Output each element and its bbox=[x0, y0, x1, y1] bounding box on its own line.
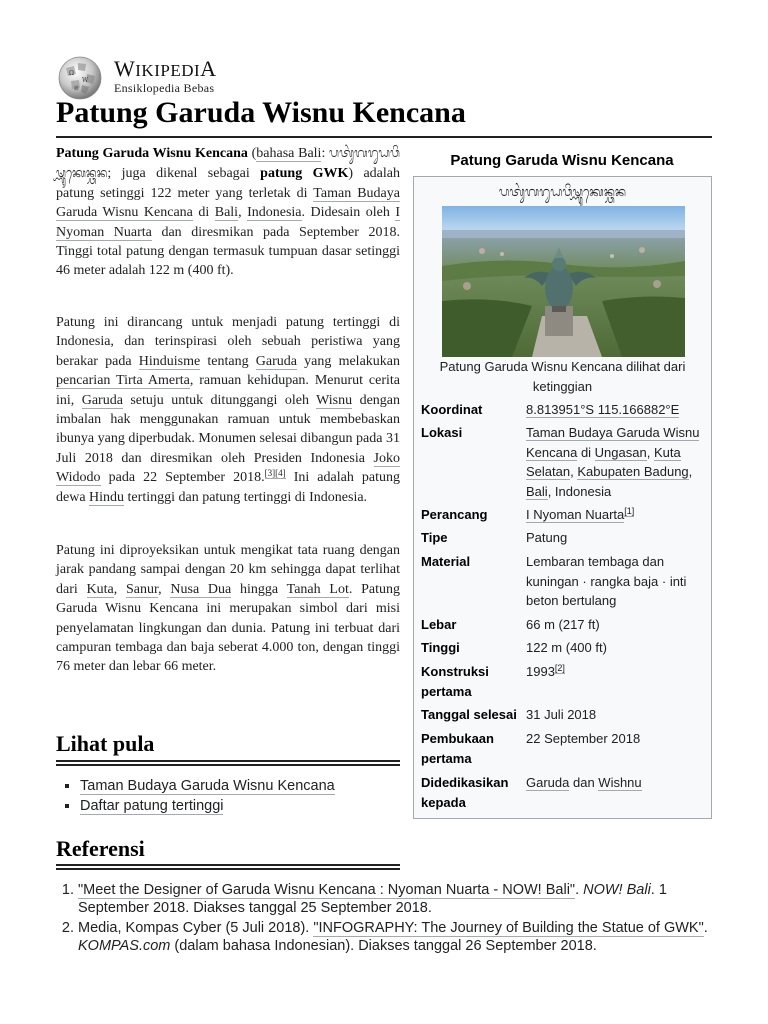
infobox-value: 122 m (400 ft) bbox=[526, 640, 607, 655]
infobox-value bbox=[526, 505, 706, 525]
infobox-label: Koordinat bbox=[421, 402, 483, 417]
ref-3-link[interactable]: [3] bbox=[264, 467, 276, 478]
infobox-label: Tanggal selesai bbox=[421, 707, 517, 722]
infobox-balinese-name: ᬧᬢᬸᬂᬕᬭᬸᬟᬯᬶᬱ᭄ᬡᬸᬓᬾᬦ᭄ᬘᬦ bbox=[498, 185, 627, 200]
link-tirta-amerta[interactable]: pencarian Tirta Amerta bbox=[56, 373, 190, 389]
history-paragraph: Patung ini dirancang untuk menjadi patung tertinggi di Indonesia, dan terinspirasi oleh sebuah peristiwa yang berakar pada Hinduisme tentang Garuda yang melakukan pencarian Tirta Amerta, ramuan kehidupan. Menurut cerita ini, Garuda setuju untuk ditunggangi oleh Wisnu dengan imbalan hak menggunakan ramuan untuk membebaskan ibunya yang diperbudak. Monumen selesai dibangun pada 31 Juli 2018 dan diresmikan oleh Presiden Indonesia Joko Widodo pada 22 September 2018.[3][4] Ini adalah patung dewa Hindu tertinggi dan patung tertinggi di Indonesia. bbox=[56, 315, 401, 505]
link-indonesia[interactable]: Indonesia bbox=[247, 205, 302, 221]
infobox-image-caption: Patung Garuda Wisnu Kencana dilihat dari ketinggian bbox=[439, 359, 686, 394]
link-bahasa-bali[interactable]: bahasa Bali bbox=[256, 146, 322, 161]
infobox-value: 22 September 2018 bbox=[526, 731, 641, 746]
references-list bbox=[56, 881, 716, 957]
see-also-link-taman-budaya[interactable]: Taman Budaya Garuda Wisnu Kencana bbox=[80, 778, 335, 794]
link-joko-widodo[interactable]: Joko Widodo bbox=[56, 450, 400, 486]
title-divider bbox=[56, 136, 712, 138]
ref-2-link[interactable]: [2] bbox=[554, 662, 565, 673]
designer-link[interactable]: I Nyoman Nuarta bbox=[526, 507, 625, 522]
link-taman-budaya[interactable]: Taman Budaya Garuda Wisnu Kencana bbox=[56, 185, 400, 221]
infobox-label: Material bbox=[421, 554, 471, 569]
reference-item: 1. "Meet the Designer of Garuda Wisnu Kencana : Nyoman Nuarta - NOW! Bali". NOW! Bali. 1 September 2018. Diakses tanggal 25 September 2018. bbox=[78, 881, 716, 917]
ref-4-link[interactable]: [4] bbox=[275, 467, 286, 478]
infobox-title: Patung Garuda Wisnu Kencana bbox=[450, 152, 674, 169]
link-hindu[interactable]: Hindu bbox=[89, 489, 125, 505]
infobox-value: Patung bbox=[526, 530, 568, 545]
visibility-paragraph: Patung ini diproyeksikan untuk mengikat tata ruang dengan jarak pandang sampai dengan 20 km sehingga dapat terlihat dari Kuta, Sanur, Nusa Dua hingga Tanah Lot. Patung Garuda Wisnu Kencana ini merupakan simbol dari misi penyelamatan lingkungan dan dunia. Patung ini terbuat dari campuran tembaga dan baja seberat 4.000 ton, dengan tinggi 76 meter dan lebar 66 meter. bbox=[56, 543, 400, 675]
wikipedia-globe-icon bbox=[56, 54, 104, 100]
reference-link-2[interactable]: "INFOGRAPHY: The Journey of Building the Statue of GWK" bbox=[313, 920, 704, 936]
references-divider bbox=[56, 864, 400, 870]
infobox-value: 31 Juli 2018 bbox=[526, 707, 597, 722]
location-link-ungasan[interactable]: Ungasan bbox=[594, 444, 647, 460]
statue-aerial-photo[interactable] bbox=[442, 206, 685, 357]
link-nusa-dua[interactable]: Nusa Dua bbox=[170, 581, 232, 597]
infobox-value bbox=[526, 400, 706, 420]
link-garuda-2[interactable]: Garuda bbox=[81, 392, 123, 408]
infobox-label: Lebar bbox=[421, 617, 457, 632]
infobox-label: Didedikasikan kepada bbox=[421, 775, 509, 810]
intro-paragraph: Patung Garuda Wisnu Kencana (bahasa Bali: ᬧᬢᬸᬂᬕᬭᬸᬟᬯᬶᬱ᭄ᬡᬸᬓᬾᬦ᭄ᬘᬦ; juga dikenal sebagai patung GWK) adalah patung setinggi 122 meter yang terletak di Taman Budaya Garuda Wisnu Kencana di Bali, Indonesia. Didesain oleh I Nyoman Nuarta dan diresmikan pada September 2018. Tinggi total patung dengan termasuk tumpuan dasar setinggi 46 meter adalah 122 m (400 ft). bbox=[56, 145, 400, 279]
infobox-value: Lembaran tembaga dan kuningan · rangka baja · inti beton bertulang bbox=[526, 554, 687, 608]
svg-text:W: W bbox=[82, 77, 89, 84]
infobox bbox=[413, 176, 712, 819]
location-link-badung[interactable]: Kabupaten Badung bbox=[577, 464, 689, 479]
see-also-list bbox=[56, 776, 335, 816]
infobox-label: Tinggi bbox=[421, 640, 460, 655]
wikipedia-wordmark: WIKIPEDIA bbox=[114, 56, 217, 81]
location-link-taman[interactable]: Taman Budaya Garuda Wisnu Kencana bbox=[526, 425, 700, 460]
infobox-label: Pembukaan pertama bbox=[421, 731, 494, 766]
list-item bbox=[80, 796, 335, 816]
see-also-divider bbox=[56, 760, 400, 766]
link-tanah-lot[interactable]: Tanah Lot bbox=[286, 581, 349, 597]
see-also-heading: Lihat pula bbox=[56, 731, 155, 756]
infobox-label: Perancang bbox=[421, 507, 488, 522]
reference-link-1[interactable]: "Meet the Designer of Garuda Wisnu Kencana : Nyoman Nuarta - NOW! Bali" bbox=[78, 882, 576, 898]
location-link-bali[interactable]: Bali bbox=[526, 483, 548, 499]
link-wisnu[interactable]: Wisnu bbox=[316, 392, 353, 408]
svg-text:維: 維 bbox=[74, 86, 80, 92]
link-hinduisme[interactable]: Hinduisme bbox=[138, 353, 201, 369]
link-bali[interactable]: Bali bbox=[214, 205, 239, 221]
infobox-label: Tipe bbox=[421, 530, 448, 545]
location-link-kuta-selatan[interactable]: Kuta Selatan bbox=[526, 444, 681, 479]
dedication-link-wishnu[interactable]: Wishnu bbox=[598, 775, 642, 790]
infobox-value: 66 m (217 ft) bbox=[526, 617, 600, 632]
wikipedia-logo[interactable] bbox=[56, 54, 256, 100]
link-nyoman-nuarta[interactable]: I Nyoman Nuarta bbox=[56, 205, 400, 240]
link-sanur[interactable]: Sanur bbox=[126, 581, 159, 597]
page-title: Patung Garuda Wisnu Kencana bbox=[56, 96, 466, 129]
svg-text:Ω: Ω bbox=[69, 70, 74, 77]
references-heading: Referensi bbox=[56, 836, 145, 861]
infobox-value: Garuda dan Wishnu bbox=[526, 775, 642, 790]
ref-1-link[interactable]: [1] bbox=[624, 505, 635, 516]
list-item bbox=[80, 776, 335, 796]
infobox-label: Konstruksi pertama bbox=[421, 664, 489, 699]
link-kuta[interactable]: Kuta bbox=[86, 581, 114, 597]
wikipedia-tagline: Ensiklopedia Bebas bbox=[114, 81, 215, 95]
dedication-link-garuda[interactable]: Garuda bbox=[526, 775, 570, 790]
reference-item: 2. Media, Kompas Cyber (5 Juli 2018). "INFOGRAPHY: The Journey of Building the Statue of GWK". KOMPAS.com (dalam bahasa Indonesian). Diakses tanggal 26 September 2018. bbox=[78, 919, 716, 955]
infobox-label: Lokasi bbox=[421, 425, 463, 440]
link-garuda[interactable]: Garuda bbox=[255, 353, 297, 369]
infobox-value: 1993[2] bbox=[526, 662, 565, 679]
infobox-value: Taman Budaya Garuda Wisnu Kencana di Ungasan, Kuta Selatan, Kabupaten Badung, Bali, Indonesia bbox=[526, 425, 700, 499]
coordinates-link[interactable]: 8.813951°S 115.166882°E bbox=[526, 402, 680, 417]
see-also-link-daftar-patung[interactable]: Daftar patung tertinggi bbox=[80, 798, 224, 814]
